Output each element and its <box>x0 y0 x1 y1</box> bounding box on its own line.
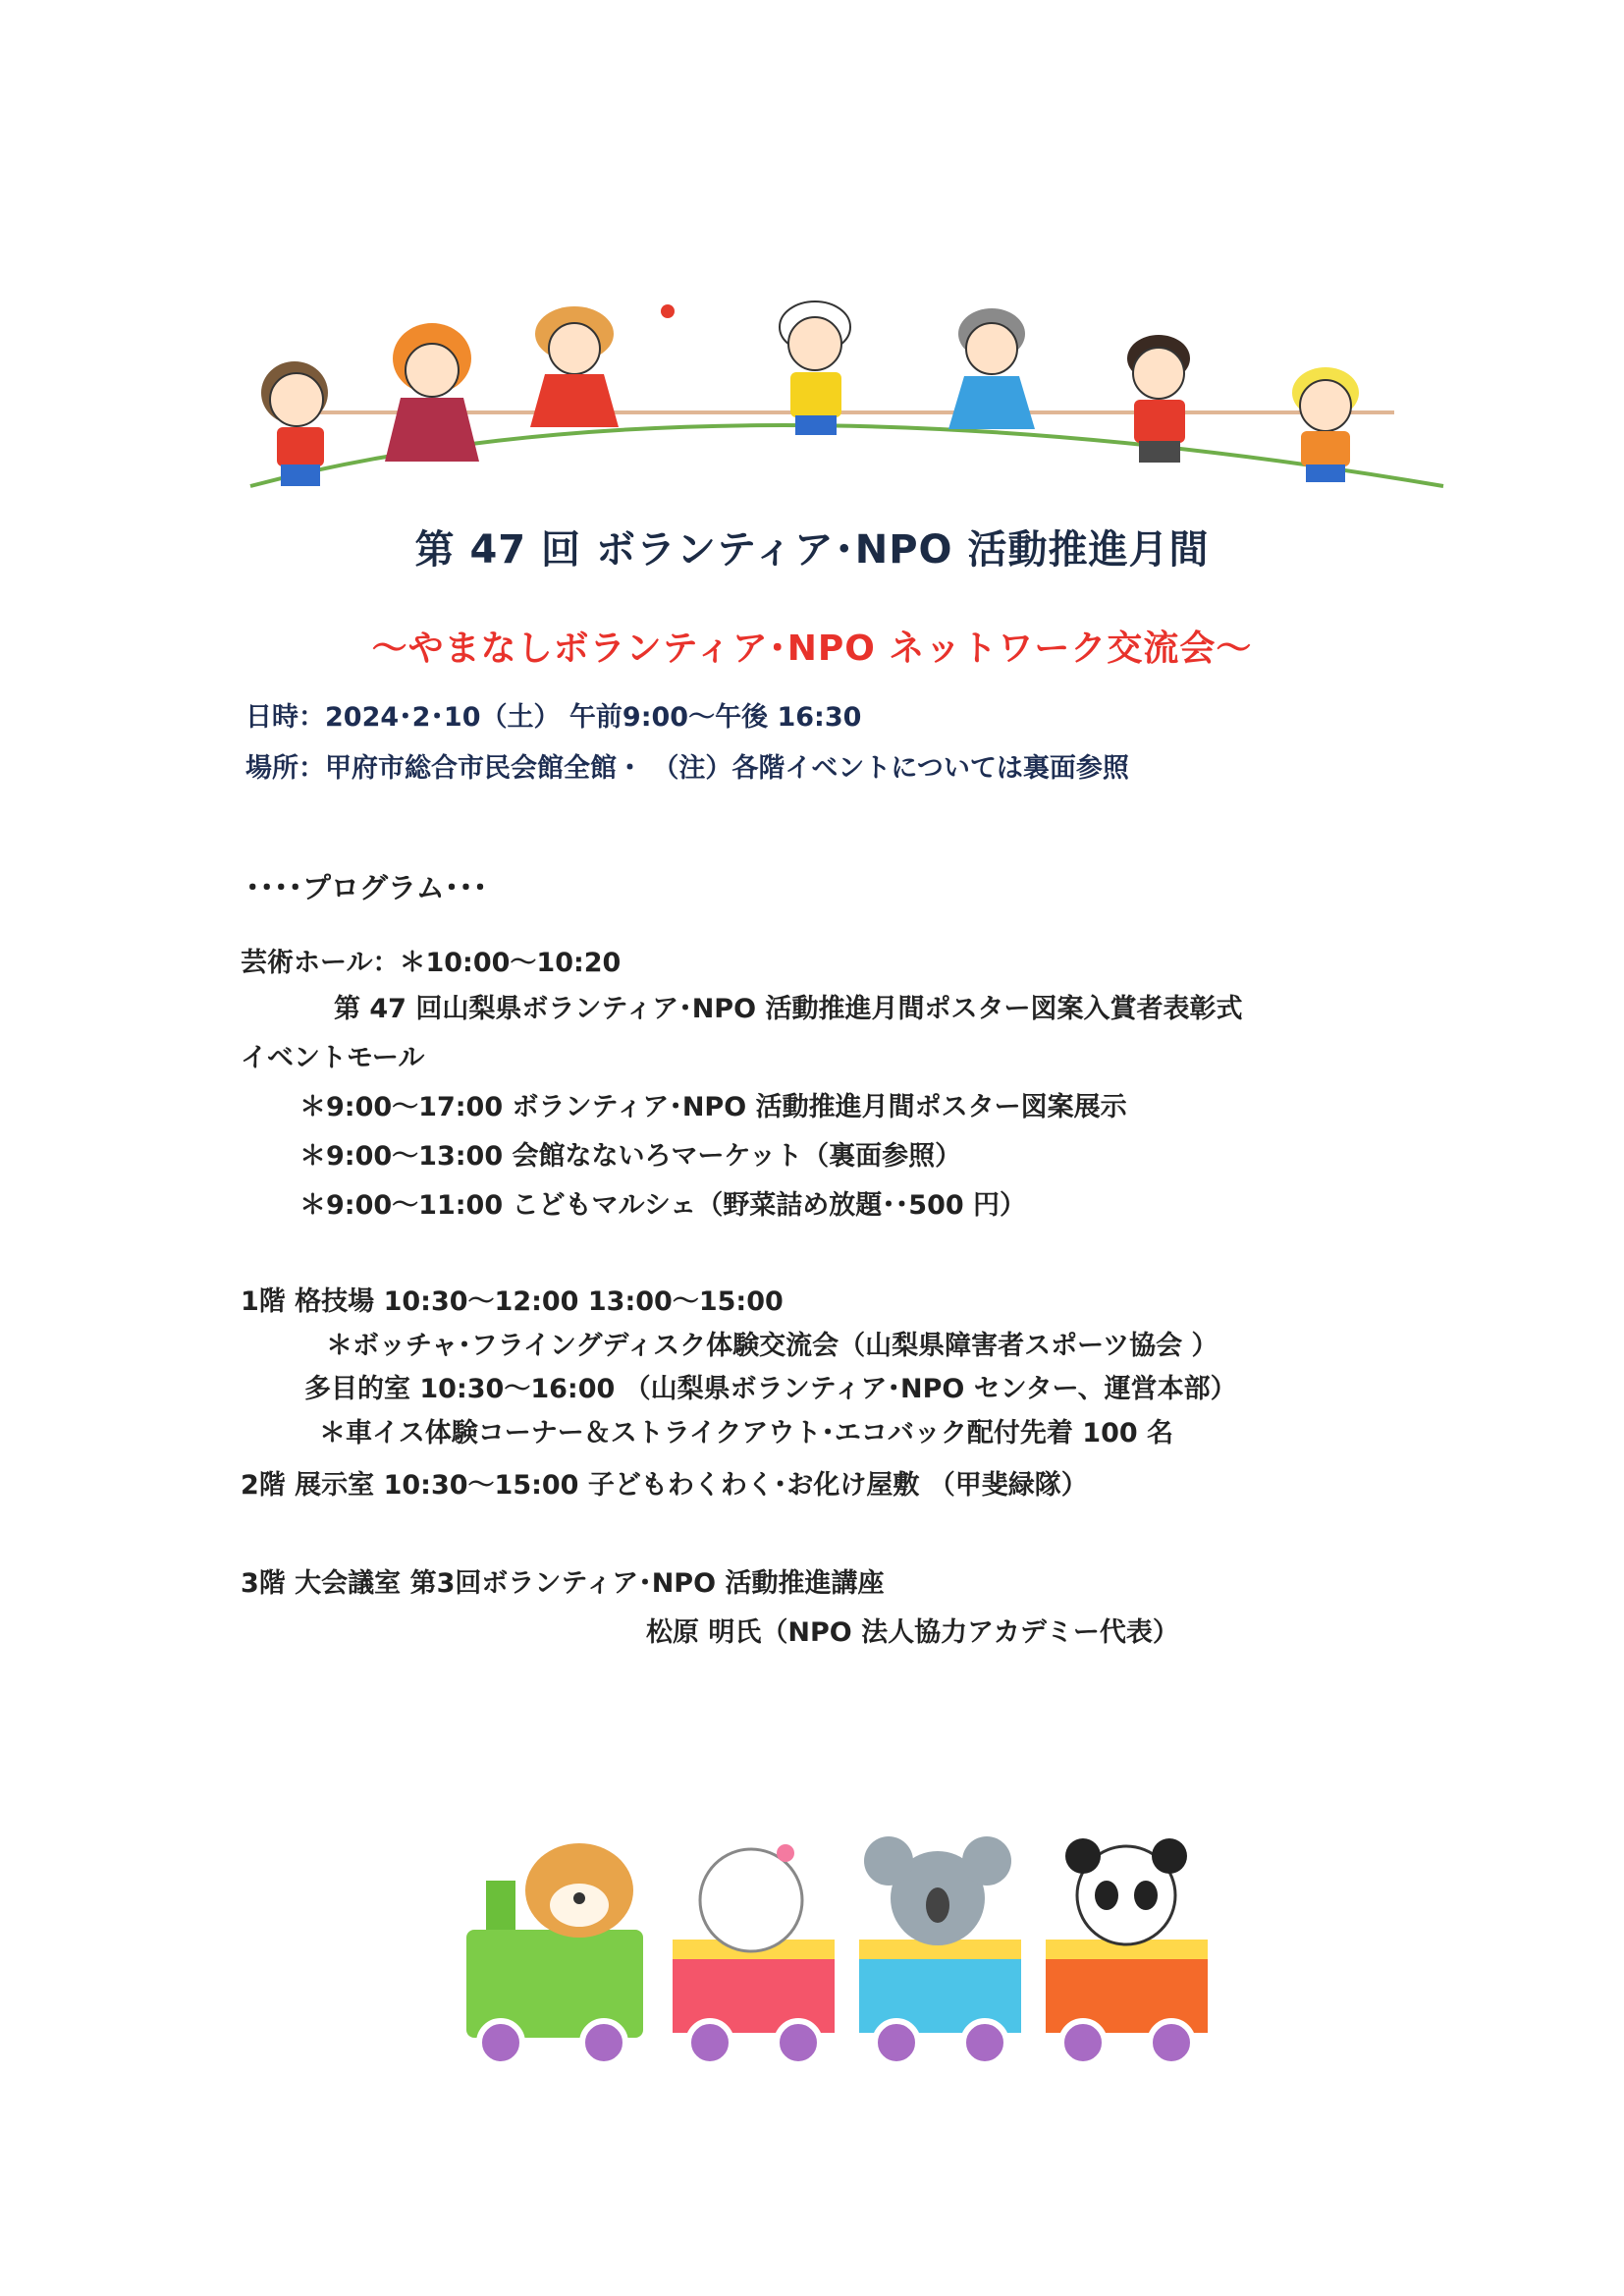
floor1-line: 多目的室 10:30～16:00 （山梨県ボランティア･NPO センター、運営本部） <box>304 1374 1237 1404</box>
floor1-line: ＊車イス体験コーナー＆ストライクアウト･エコバック配付先着 100 名 <box>319 1418 1174 1449</box>
page-subtitle: ～やまなしボランティア･NPO ネットワーク交流会～ <box>371 629 1253 669</box>
mall-label: イベントモール <box>241 1043 425 1073</box>
event-venue: 場所：甲府市総合市民会館全館・ （注）各階イベントについては裏面参照 <box>245 753 1129 784</box>
page-title: 第 47 回 ボランティア･NPO 活動推進月間 <box>414 527 1210 573</box>
hall-label: 芸術ホール：＊10:00～10:20 <box>241 948 622 978</box>
animal-train-illustration <box>457 1822 1222 2077</box>
mall-item: ＊9:00～17:00 ボランティア･NPO 活動推進月間ポスター図案展示 <box>299 1092 1127 1122</box>
floor1-line: ＊ボッチャ･フライングディスク体験交流会（山梨県障害者スポーツ協会 ） <box>326 1331 1218 1361</box>
event-datetime: 日時：2024･2･10（土） 午前9:00～午後 16:30 <box>245 702 862 733</box>
floor1-line: 1階 格技場 10:30～12:00 13:00～15:00 <box>241 1286 784 1317</box>
floor3-line: 3階 大会議室 第3回ボランティア･NPO 活動推進講座 <box>241 1568 885 1599</box>
floor2-line: 2階 展示室 10:30～15:00 子どもわくわく･お化け屋敷 （甲斐緑隊） <box>241 1470 1088 1501</box>
children-holding-hands-illustration <box>236 290 1453 501</box>
mall-item: ＊9:00～13:00 会館なないろマーケット（裏面参照） <box>299 1141 962 1172</box>
hall-event: 第 47 回山梨県ボランティア･NPO 活動推進月間ポスター図案入賞者表彰式 <box>334 994 1243 1024</box>
program-heading: ････プログラム･･･ <box>245 871 488 904</box>
floor3-lecturer: 松原 明氏（NPO 法人協力アカデミー代表） <box>646 1617 1179 1648</box>
mall-item: ＊9:00～11:00 こどもマルシェ（野菜詰め放題･･500 円） <box>299 1190 1027 1221</box>
